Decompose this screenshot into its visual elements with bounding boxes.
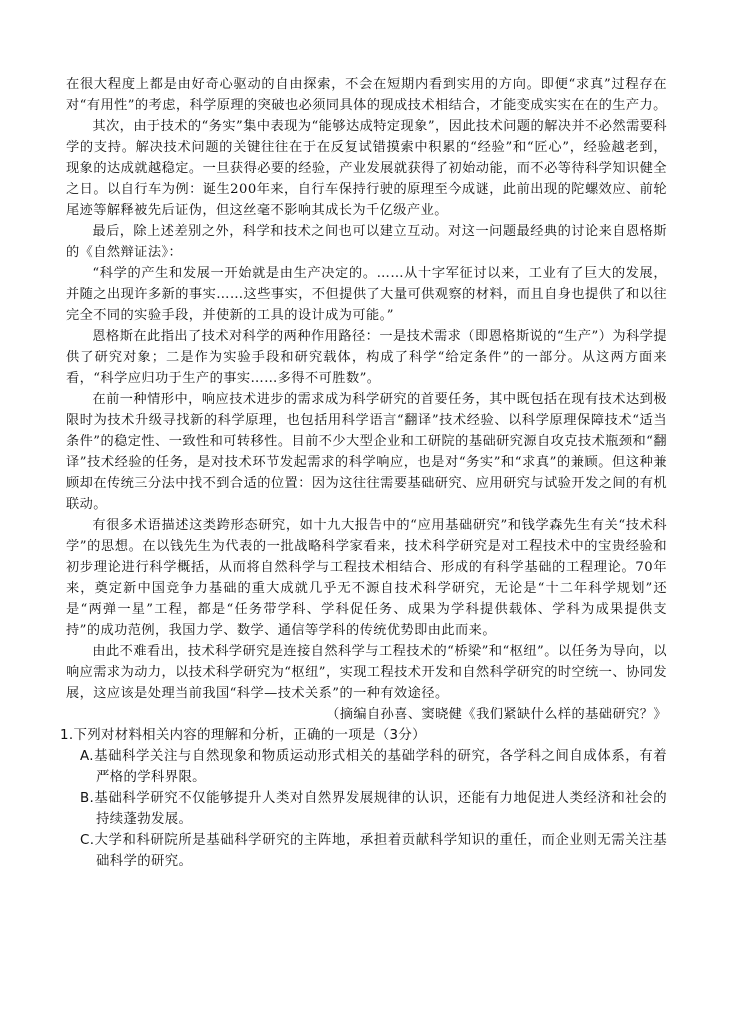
option-b: B.基础科学研究不仅能够提升人类对自然界发展规律的认识，还能有力地促进人类经济和社会的持续蓬勃发展。 [80,791,667,827]
article-paragraph: 有很多术语描述这类跨形态研究，如十九大报告中的“应用基础研究”和钱学森先生有关“技术科学”的思想。在以钱先生为代表的一批战略科学家看来，技术科学研究是对工程技术中的宝贵经验和初步理论进行科学概括，从而将自然科学与工程技术相结合、形成的有科学基础的工程理论。70年来，奠定新中国竞争力基础的重大成就几乎无不源自技术科学研究，无论是“十二年科学规划”还是“两弹一星”工程，都是“任务带学科、学科促任务、成果为学科提供载体、学科为成果提供支持”的成功范例，我国力学、数学、通信等学科的传统优势即由此而来。 [66,518,667,638]
article-paragraph: 其次，由于技术的“务实”集中表现为“能够达成特定现象”，因此技术问题的解决并不必然需要科学的支持。解决技术问题的关键往往在于在反复试错摸索中积累的“经验”和“匠心”，经验越老到，现象的达成就越稳定。一旦获得必要的经验，产业发展就获得了初始动能，而不必等待科学知识健全之日。以自行车为例：诞生200年来，自行车保持行驶的原理至今成谜，此前出现的陀螺效应、前轮尾迹等解释被先后证伪，但这丝毫不影响其成长为千亿级产业。 [66,119,667,218]
article [66,74,667,725]
article-paragraph: 由此不难看出，技术科学研究是连接自然科学与工程技术的“桥梁”和“枢纽”。以任务为导向，以响应需求为动力，以技术科学研究为“枢纽”，实现工程技术开发和自然科学研究的时空统一、协同发展，这应该是处理当前我国“科学—技术关系”的一种有效途径。 [66,644,667,701]
question-1 [60,725,667,872]
article-paragraph: 在前一种情形中，响应技术进步的需求成为科学研究的首要任务，其中既包括在现有技术达到极限时为技术升级寻找新的科学原理，也包括用科学语言“翻译”技术经验、以科学原理保障技术“适当条件”的稳定性、一致性和可转移性。目前不少大型企业和工研院的基础研究源自攻克技术瓶颈和“翻译”技术经验的任务，是对技术环节发起需求的科学响应，也是对“务实”和“求真”的兼顾。但这种兼顾却在传统三分法中找不到合适的位置：因为这往往需要基础研究、应用研究与试验开发之间的有机联动。 [66,392,667,512]
article-source: （摘编自孙喜、窦晓健《我们紧缺什么样的基础研究？》 [326,707,667,722]
article-paragraph: 最后，除上述差别之外，科学和技术之间也可以建立互动。对这一问题最经典的讨论来自恩格斯的《自然辩证法》： [66,224,667,260]
question-stem: 1.下列对材料相关内容的理解和分析，正确的一项是（3分） [60,728,426,743]
engels-quote: “科学的产生和发展一开始就是由生产决定的。……从十字军征讨以来，工业有了巨大的发展，并随之出现许多新的事实……这些事实，不但提供了大量可供观察的材料，而且自身也提供了和以往完全不同的实验手段，并使新的工具的设计成为可能。” [66,266,667,323]
option-a: A.基础科学关注与自然现象和物质运动形式相关的基础学科的研究，各学科之间自成体系，有着严格的学科界限。 [80,749,667,785]
article-paragraph: 恩格斯在此指出了技术对科学的两种作用路径：一是技术需求（即恩格斯说的“生产”）为科学提供了研究对象；二是作为实验手段和研究载体，构成了科学“给定条件”的一部分。从这两方面来看，“科学应归功于生产的事实……多得不可胜数”。 [66,329,667,386]
option-c: C.大学和科研院所是基础科学研究的主阵地，承担着贡献科学知识的重任，而企业则无需关注基础科学的研究。 [80,833,667,869]
article-paragraph: 在很大程度上都是由好奇心驱动的自由探索，不会在短期内看到实用的方向。即便“求真”过程存在对“有用性”的考虑，科学原理的突破也必须同具体的现成技术相结合，才能变成实实在在的生产力。 [66,77,667,113]
